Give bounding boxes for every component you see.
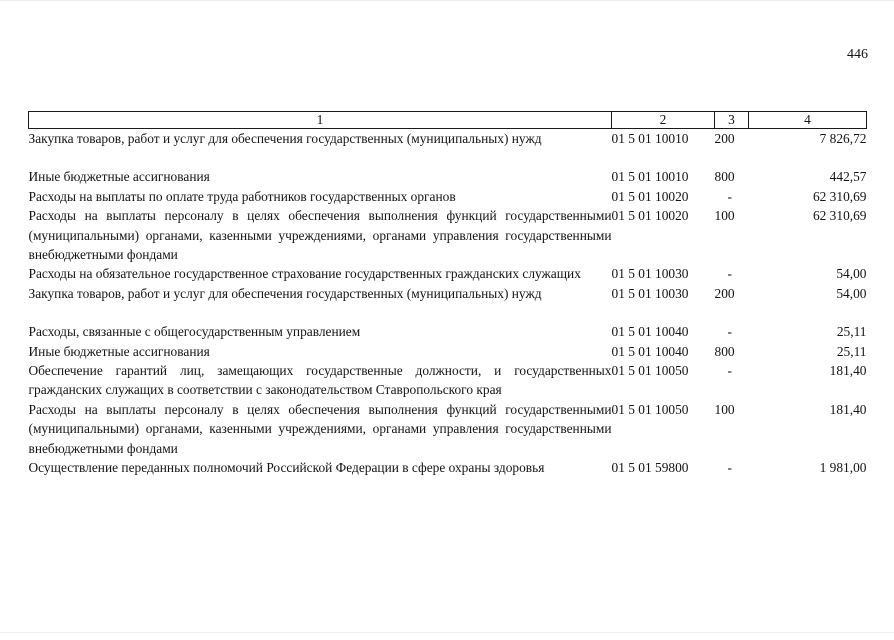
table-row (29, 129, 867, 149)
row-expense-type: 200 (714, 285, 735, 301)
row-budget-code: 01 5 01 10040 (611, 324, 689, 340)
header-row (29, 112, 867, 129)
row-budget-code (612, 303, 715, 322)
table-row (29, 322, 867, 341)
row-expense-type (715, 148, 749, 167)
table-spacer-row (29, 303, 867, 322)
scan-artifact (0, 0, 894, 1)
row-amount: 442,57 (829, 169, 867, 185)
row-amount: 62 310,69 (812, 188, 867, 204)
table-row (29, 342, 867, 361)
row-amount: 181,40 (829, 363, 867, 379)
table-spacer-row (29, 148, 867, 167)
row-description (29, 148, 612, 167)
table-row (29, 361, 867, 400)
row-description: Закупка товаров, работ и услуг для обеспечения государственных (муниципальных) нужд (28, 285, 542, 301)
row-amount: 54,00 (836, 266, 867, 282)
row-expense-type: 800 (714, 169, 735, 185)
row-budget-code: 01 5 01 10030 (611, 266, 689, 282)
column-header-3: 3 (715, 112, 749, 129)
row-expense-type: - (727, 460, 732, 476)
table-row (29, 167, 867, 186)
row-expense-type: 800 (714, 343, 735, 359)
row-expense-type: - (727, 363, 732, 379)
column-header-2: 2 (612, 112, 715, 129)
budget-table (28, 111, 867, 478)
row-budget-code: 01 5 01 10050 (611, 401, 689, 417)
row-description: Расходы на выплаты персоналу в целях обеспечения выполнения функций государственными (муниципальными) органами, казенными учреждениями, органами управления государственными внебюджетными фондами (28, 401, 612, 456)
row-amount: 1 981,00 (819, 460, 867, 476)
table-row (29, 187, 867, 206)
row-budget-code: 01 5 01 10020 (611, 208, 689, 224)
row-description: Расходы на обязательное государственное страхование государственных гражданских служащих (28, 266, 581, 282)
column-header-4: 4 (749, 112, 867, 129)
row-expense-type (715, 303, 749, 322)
row-description: Расходы на выплаты по оплате труда работников государственных органов (28, 188, 456, 204)
row-description: Иные бюджетные ассигнования (28, 169, 210, 185)
row-description: Обеспечение гарантий лиц, замещающих государственные должности, и государственных гражданских служащих в соответствии с законодательством Ставропольского края (28, 363, 612, 398)
row-description (29, 303, 612, 322)
row-amount: 25,11 (836, 343, 867, 359)
row-expense-type: - (727, 324, 732, 340)
row-description: Закупка товаров, работ и услуг для обеспечения государственных (муниципальных) нужд (28, 131, 542, 146)
table-row (29, 206, 867, 264)
row-description: Расходы, связанные с общегосударственным управлением (28, 324, 361, 340)
table-row (29, 284, 867, 303)
budget-table-header (29, 112, 867, 129)
row-amount (749, 148, 867, 167)
row-amount: 25,11 (836, 324, 867, 340)
scan-artifact (0, 632, 894, 633)
row-budget-code: 01 5 01 10050 (611, 363, 689, 379)
row-amount: 54,00 (836, 285, 867, 301)
row-expense-type: 200 (714, 131, 735, 146)
row-expense-type: - (727, 266, 732, 282)
column-header-1: 1 (29, 112, 612, 129)
row-description: Иные бюджетные ассигнования (28, 343, 210, 359)
row-amount (749, 303, 867, 322)
row-budget-code: 01 5 01 10030 (611, 285, 689, 301)
table-row (29, 458, 867, 477)
row-budget-code: 01 5 01 10010 (611, 169, 689, 185)
page-number: 446 (847, 47, 868, 62)
row-expense-type: 100 (714, 401, 735, 417)
row-amount: 7 826,72 (819, 131, 867, 146)
row-budget-code: 01 5 01 59800 (611, 460, 689, 476)
budget-table-body (29, 129, 867, 478)
row-budget-code: 01 5 01 10010 (611, 131, 689, 146)
row-budget-code: 01 5 01 10020 (611, 188, 689, 204)
row-expense-type: 100 (714, 208, 735, 224)
row-budget-code (612, 148, 715, 167)
row-description: Осуществление переданных полномочий Российской Федерации в сфере охраны здоровья (28, 460, 545, 476)
table-row (29, 264, 867, 283)
row-amount: 181,40 (829, 401, 867, 417)
table-row (29, 400, 867, 458)
row-expense-type: - (727, 188, 732, 204)
row-description: Расходы на выплаты персоналу в целях обеспечения выполнения функций государственными (муниципальными) органами, казенными учреждениями, органами управления государственными внебюджетными фондами (28, 208, 612, 263)
row-amount: 62 310,69 (812, 208, 867, 224)
row-budget-code: 01 5 01 10040 (611, 343, 689, 359)
